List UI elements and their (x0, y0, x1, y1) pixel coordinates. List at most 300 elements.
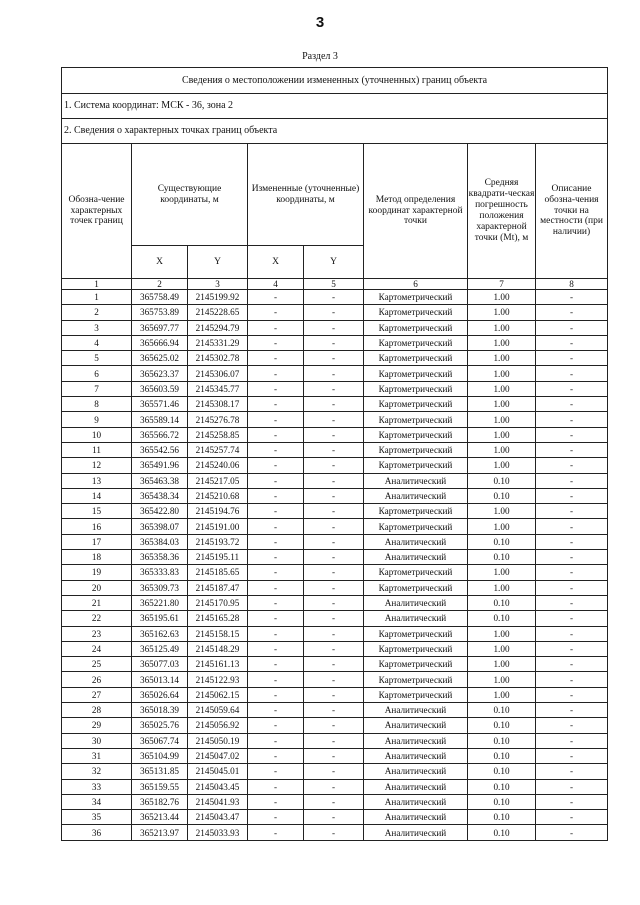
existing-x: 365566.72 (132, 427, 188, 442)
changed-y: - (304, 473, 364, 488)
method: Аналитический (364, 611, 468, 626)
method: Картометрический (364, 442, 468, 457)
point-number: 11 (62, 442, 132, 457)
description: - (536, 458, 608, 473)
point-number: 9 (62, 412, 132, 427)
method: Аналитический (364, 764, 468, 779)
rms-error: 0.10 (468, 825, 536, 840)
table-row (62, 565, 608, 580)
changed-x: - (248, 504, 304, 519)
changed-x: - (248, 458, 304, 473)
changed-x: - (248, 580, 304, 595)
changed-y: - (304, 748, 364, 763)
description: - (536, 427, 608, 442)
changed-y: - (304, 779, 364, 794)
rms-error: 0.10 (468, 473, 536, 488)
method: Картометрический (364, 657, 468, 672)
rms-error: 1.00 (468, 427, 536, 442)
existing-x: 365463.38 (132, 473, 188, 488)
existing-y: 2145308.17 (188, 397, 248, 412)
table-row (62, 290, 608, 305)
changed-x: - (248, 657, 304, 672)
existing-y: 2145240.06 (188, 458, 248, 473)
method: Картометрический (364, 351, 468, 366)
existing-y: 2145257.74 (188, 442, 248, 457)
rms-error: 0.10 (468, 595, 536, 610)
rms-error: 1.00 (468, 397, 536, 412)
method: Аналитический (364, 703, 468, 718)
table-row (62, 703, 608, 718)
changed-x: - (248, 641, 304, 656)
method: Аналитический (364, 794, 468, 809)
method: Аналитический (364, 488, 468, 503)
changed-x: - (248, 534, 304, 549)
description: - (536, 825, 608, 840)
description: - (536, 320, 608, 335)
rms-error: 1.00 (468, 657, 536, 672)
existing-x: 365182.76 (132, 794, 188, 809)
rms-error: 1.00 (468, 458, 536, 473)
existing-x: 365384.03 (132, 534, 188, 549)
changed-y: - (304, 687, 364, 702)
description: - (536, 351, 608, 366)
table-row (62, 412, 608, 427)
rms-error: 1.00 (468, 442, 536, 457)
method: Аналитический (364, 718, 468, 733)
description: - (536, 550, 608, 565)
table-row (62, 687, 608, 702)
method: Аналитический (364, 810, 468, 825)
description: - (536, 504, 608, 519)
method: Картометрический (364, 565, 468, 580)
description: - (536, 611, 608, 626)
changed-x: - (248, 290, 304, 305)
point-number: 20 (62, 580, 132, 595)
rms-error: 1.00 (468, 320, 536, 335)
existing-x: 365333.83 (132, 565, 188, 580)
method: Аналитический (364, 473, 468, 488)
changed-x: - (248, 611, 304, 626)
changed-y: - (304, 458, 364, 473)
existing-y: 2145187.47 (188, 580, 248, 595)
changed-y: - (304, 703, 364, 718)
header-changed-x: X (248, 246, 304, 279)
table-row (62, 473, 608, 488)
changed-x: - (248, 703, 304, 718)
changed-y: - (304, 825, 364, 840)
table-row (62, 366, 608, 381)
point-number: 32 (62, 764, 132, 779)
boundary-points-table (61, 67, 608, 841)
changed-x: - (248, 595, 304, 610)
existing-x: 365131.85 (132, 764, 188, 779)
changed-x: - (248, 550, 304, 565)
changed-y: - (304, 320, 364, 335)
existing-y: 2145045.01 (188, 764, 248, 779)
existing-y: 2145302.78 (188, 351, 248, 366)
point-number: 21 (62, 595, 132, 610)
rms-error: 1.00 (468, 672, 536, 687)
column-number: 4 (248, 279, 304, 290)
point-number: 1 (62, 290, 132, 305)
description: - (536, 810, 608, 825)
description: - (536, 718, 608, 733)
point-number: 25 (62, 657, 132, 672)
header-existing-coords: Существующие координаты, м (132, 144, 248, 246)
table-row (62, 672, 608, 687)
method: Картометрический (364, 397, 468, 412)
description: - (536, 626, 608, 641)
method: Аналитический (364, 550, 468, 565)
changed-x: - (248, 397, 304, 412)
rms-error: 0.10 (468, 764, 536, 779)
changed-y: - (304, 381, 364, 396)
changed-x: - (248, 366, 304, 381)
description: - (536, 473, 608, 488)
table-row (62, 794, 608, 809)
header-existing-y: Y (188, 246, 248, 279)
changed-y: - (304, 565, 364, 580)
method: Картометрический (364, 626, 468, 641)
table-row (62, 442, 608, 457)
changed-x: - (248, 794, 304, 809)
changed-x: - (248, 381, 304, 396)
description: - (536, 748, 608, 763)
existing-x: 365697.77 (132, 320, 188, 335)
changed-y: - (304, 810, 364, 825)
method: Аналитический (364, 534, 468, 549)
rms-error: 0.10 (468, 794, 536, 809)
point-number: 7 (62, 381, 132, 396)
rms-error: 0.10 (468, 748, 536, 763)
existing-x: 365623.37 (132, 366, 188, 381)
existing-x: 365753.89 (132, 305, 188, 320)
method: Картометрический (364, 458, 468, 473)
changed-y: - (304, 519, 364, 534)
table-row (62, 641, 608, 656)
rms-error: 1.00 (468, 519, 536, 534)
existing-x: 365162.63 (132, 626, 188, 641)
existing-y: 2145199.92 (188, 290, 248, 305)
point-number: 16 (62, 519, 132, 534)
existing-y: 2145062.15 (188, 687, 248, 702)
changed-y: - (304, 397, 364, 412)
existing-y: 2145228.65 (188, 305, 248, 320)
changed-x: - (248, 351, 304, 366)
changed-y: - (304, 488, 364, 503)
existing-x: 365542.56 (132, 442, 188, 457)
rms-error: 1.00 (468, 580, 536, 595)
point-number: 36 (62, 825, 132, 840)
point-number: 23 (62, 626, 132, 641)
existing-y: 2145194.76 (188, 504, 248, 519)
header-designation: Обозна-чение характерных точек границ (62, 144, 132, 279)
description: - (536, 794, 608, 809)
changed-y: - (304, 504, 364, 519)
point-number: 28 (62, 703, 132, 718)
changed-x: - (248, 672, 304, 687)
changed-y: - (304, 595, 364, 610)
rms-error: 1.00 (468, 381, 536, 396)
changed-y: - (304, 733, 364, 748)
table-row (62, 779, 608, 794)
existing-x: 365018.39 (132, 703, 188, 718)
method: Аналитический (364, 748, 468, 763)
column-numbers-row (62, 279, 608, 290)
existing-y: 2145258.85 (188, 427, 248, 442)
point-number: 31 (62, 748, 132, 763)
table-row (62, 748, 608, 763)
point-number: 3 (62, 320, 132, 335)
rms-error: 1.00 (468, 626, 536, 641)
point-number: 33 (62, 779, 132, 794)
changed-x: - (248, 687, 304, 702)
description: - (536, 366, 608, 381)
point-number: 27 (62, 687, 132, 702)
point-number: 24 (62, 641, 132, 656)
changed-y: - (304, 366, 364, 381)
rms-error: 1.00 (468, 641, 536, 656)
changed-y: - (304, 657, 364, 672)
point-number: 22 (62, 611, 132, 626)
changed-x: - (248, 733, 304, 748)
rms-error: 0.10 (468, 534, 536, 549)
method: Картометрический (364, 335, 468, 350)
method: Картометрический (364, 672, 468, 687)
rms-error: 1.00 (468, 335, 536, 350)
description: - (536, 565, 608, 580)
existing-y: 2145294.79 (188, 320, 248, 335)
existing-y: 2145185.65 (188, 565, 248, 580)
existing-y: 2145195.11 (188, 550, 248, 565)
column-number: 7 (468, 279, 536, 290)
table-row (62, 657, 608, 672)
description: - (536, 779, 608, 794)
method: Картометрический (364, 290, 468, 305)
point-number: 18 (62, 550, 132, 565)
description: - (536, 290, 608, 305)
existing-y: 2145043.45 (188, 779, 248, 794)
existing-x: 365221.80 (132, 595, 188, 610)
rms-error: 1.00 (468, 504, 536, 519)
table-row (62, 381, 608, 396)
rms-error: 1.00 (468, 412, 536, 427)
method: Картометрический (364, 305, 468, 320)
description: - (536, 397, 608, 412)
method: Картометрический (364, 580, 468, 595)
table-row (62, 519, 608, 534)
existing-x: 365104.99 (132, 748, 188, 763)
changed-y: - (304, 794, 364, 809)
column-number: 6 (364, 279, 468, 290)
description: - (536, 657, 608, 672)
changed-x: - (248, 779, 304, 794)
table-row (62, 825, 608, 840)
description: - (536, 442, 608, 457)
existing-y: 2145191.00 (188, 519, 248, 534)
changed-y: - (304, 412, 364, 427)
changed-y: - (304, 427, 364, 442)
point-number: 4 (62, 335, 132, 350)
point-number: 19 (62, 565, 132, 580)
table-row (62, 626, 608, 641)
changed-y: - (304, 580, 364, 595)
existing-y: 2145050.19 (188, 733, 248, 748)
existing-x: 365491.96 (132, 458, 188, 473)
existing-y: 2145345.77 (188, 381, 248, 396)
changed-x: - (248, 305, 304, 320)
rms-error: 0.10 (468, 703, 536, 718)
table-row (62, 488, 608, 503)
changed-x: - (248, 810, 304, 825)
rms-error: 0.10 (468, 488, 536, 503)
existing-y: 2145047.02 (188, 748, 248, 763)
point-number: 5 (62, 351, 132, 366)
page-number: 3 (315, 14, 325, 31)
section-label: Раздел 3 (302, 51, 338, 62)
existing-x: 365589.14 (132, 412, 188, 427)
rms-error: 1.00 (468, 305, 536, 320)
description: - (536, 687, 608, 702)
changed-y: - (304, 351, 364, 366)
existing-x: 365422.80 (132, 504, 188, 519)
description: - (536, 764, 608, 779)
changed-x: - (248, 565, 304, 580)
description: - (536, 305, 608, 320)
changed-y: - (304, 290, 364, 305)
existing-y: 2145170.95 (188, 595, 248, 610)
existing-y: 2145165.28 (188, 611, 248, 626)
point-number: 35 (62, 810, 132, 825)
point-number: 15 (62, 504, 132, 519)
existing-y: 2145122.93 (188, 672, 248, 687)
existing-x: 365025.76 (132, 718, 188, 733)
existing-x: 365125.49 (132, 641, 188, 656)
changed-x: - (248, 626, 304, 641)
changed-y: - (304, 672, 364, 687)
table-row (62, 335, 608, 350)
rms-error: 1.00 (468, 366, 536, 381)
point-number: 10 (62, 427, 132, 442)
changed-y: - (304, 764, 364, 779)
existing-x: 365603.59 (132, 381, 188, 396)
header-method: Метод определения координат характерной точки (364, 144, 468, 279)
existing-y: 2145331.29 (188, 335, 248, 350)
changed-y: - (304, 335, 364, 350)
changed-y: - (304, 442, 364, 457)
existing-x: 365666.94 (132, 335, 188, 350)
existing-y: 2145148.29 (188, 641, 248, 656)
existing-y: 2145161.13 (188, 657, 248, 672)
existing-x: 365159.55 (132, 779, 188, 794)
header-description: Описание обозна-чения точки на местности (при наличии) (536, 144, 608, 279)
existing-y: 2145158.15 (188, 626, 248, 641)
point-number: 14 (62, 488, 132, 503)
rms-error: 0.10 (468, 718, 536, 733)
point-number: 13 (62, 473, 132, 488)
coord-system: 1. Система координат: МСК - 36, зона 2 (62, 94, 608, 119)
method: Картометрический (364, 412, 468, 427)
description: - (536, 580, 608, 595)
changed-x: - (248, 718, 304, 733)
existing-x: 365438.34 (132, 488, 188, 503)
table-row (62, 595, 608, 610)
column-number: 8 (536, 279, 608, 290)
existing-x: 365358.36 (132, 550, 188, 565)
point-number: 8 (62, 397, 132, 412)
method: Картометрический (364, 320, 468, 335)
table-row (62, 504, 608, 519)
table-row (62, 458, 608, 473)
changed-x: - (248, 519, 304, 534)
changed-y: - (304, 641, 364, 656)
description: - (536, 733, 608, 748)
changed-x: - (248, 748, 304, 763)
rms-error: 1.00 (468, 351, 536, 366)
column-number: 2 (132, 279, 188, 290)
column-number: 1 (62, 279, 132, 290)
existing-y: 2145306.07 (188, 366, 248, 381)
table-row (62, 810, 608, 825)
point-number: 34 (62, 794, 132, 809)
point-number: 17 (62, 534, 132, 549)
description: - (536, 381, 608, 396)
column-number: 3 (188, 279, 248, 290)
header-rms-error: Средняя квадрати-ческая погрешность положения характерной точки (Mt), м (468, 144, 536, 279)
table-row (62, 764, 608, 779)
description: - (536, 412, 608, 427)
existing-x: 365213.97 (132, 825, 188, 840)
table-row (62, 397, 608, 412)
description: - (536, 672, 608, 687)
rms-error: 0.10 (468, 810, 536, 825)
table-row (62, 550, 608, 565)
rms-error: 0.10 (468, 611, 536, 626)
table-title: Сведения о местоположении измененных (уточненных) границ объекта (62, 68, 608, 94)
existing-x: 365026.64 (132, 687, 188, 702)
table-row (62, 427, 608, 442)
rms-error: 0.10 (468, 779, 536, 794)
method: Картометрический (364, 427, 468, 442)
point-number: 29 (62, 718, 132, 733)
table-row (62, 733, 608, 748)
method: Картометрический (364, 687, 468, 702)
existing-x: 365309.73 (132, 580, 188, 595)
existing-y: 2145041.93 (188, 794, 248, 809)
existing-y: 2145033.93 (188, 825, 248, 840)
table-row (62, 305, 608, 320)
method: Картометрический (364, 519, 468, 534)
changed-x: - (248, 442, 304, 457)
description: - (536, 703, 608, 718)
rms-error: 1.00 (468, 290, 536, 305)
method: Аналитический (364, 595, 468, 610)
description: - (536, 595, 608, 610)
existing-x: 365213.44 (132, 810, 188, 825)
changed-y: - (304, 611, 364, 626)
header-changed-coords: Измененные (уточненные) координаты, м (248, 144, 364, 246)
table-row (62, 718, 608, 733)
existing-x: 365758.49 (132, 290, 188, 305)
existing-x: 365625.02 (132, 351, 188, 366)
rms-error: 0.10 (468, 733, 536, 748)
table-row (62, 351, 608, 366)
existing-y: 2145059.64 (188, 703, 248, 718)
description: - (536, 534, 608, 549)
table-row (62, 580, 608, 595)
method: Картометрический (364, 366, 468, 381)
method: Картометрический (364, 641, 468, 656)
